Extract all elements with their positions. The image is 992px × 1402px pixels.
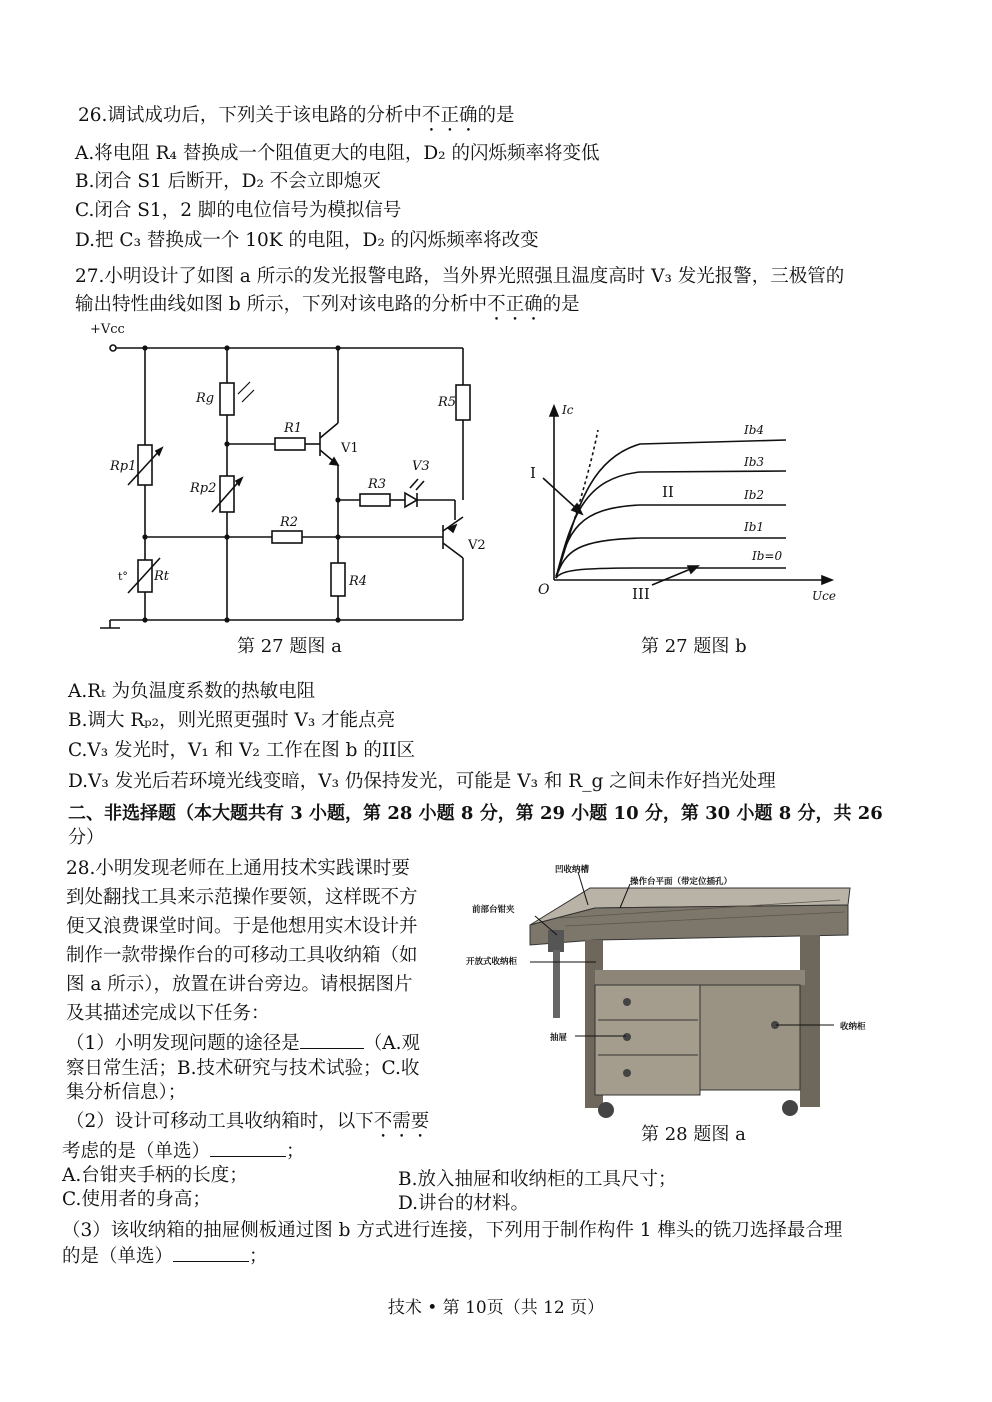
graph-label-region3: III <box>632 585 650 603</box>
q28-part2-answer-blank[interactable] <box>210 1138 286 1157</box>
q28-intro-line5: 图 a 所示），放置在讲台旁边。请根据图片 <box>66 974 413 995</box>
q28-intro-line2: 到处翻找工具来示范操作要领，这样既不方 <box>66 887 418 908</box>
page-footer: 技术 • 第 10页（共 12 页） <box>387 1298 605 1318</box>
q26-option-a: A.将电阻 R₄ 替换成一个阻值更大的电阻，D₂ 的闪烁频率将变低 <box>75 143 600 164</box>
q28-part1-line2: 察日常生活；B.技术研究与技术试验；C.收 <box>66 1058 420 1079</box>
q26-stem <box>78 104 514 136</box>
q28-part3-answer-blank[interactable] <box>173 1243 249 1262</box>
q27-option-a: A.Rₜ 为负温度系数的热敏电阻 <box>68 681 316 702</box>
q27-option-b: B.调大 Rₚ₂，则光照更强时 V₃ 才能点亮 <box>68 710 396 731</box>
q28-intro-line3: 便又浪费课堂时间。于是他想用实木设计并 <box>66 916 418 937</box>
q27-stem-line1: 27.小明设计了如图 a 所示的发光报警电路，当外界光照强且温度高时 V₃ 发光报警，三极管的 <box>75 266 845 287</box>
q28-part1-line3: 集分析信息）； <box>66 1082 187 1103</box>
q27-option-d: D.V₃ 发光后若环境光线变暗，V₃ 仍保持发光，可能是 V₃ 和 R_g 之间未作好挡光处理 <box>68 771 776 792</box>
label-v1: V1 <box>341 441 359 456</box>
label-rp2: Rp2 <box>190 481 217 496</box>
q27-option-c: C.V₃ 发光时，V₁ 和 V₂ 工作在图 b 的II区 <box>68 740 415 761</box>
q28-option-c: C.使用者的身高； <box>62 1189 211 1210</box>
q28-part3-line2 <box>62 1243 268 1269</box>
label-v3: V3 <box>412 459 430 474</box>
q28-option-d: D.讲台的材料。 <box>398 1193 530 1214</box>
workbench-photo <box>466 865 875 1123</box>
q27-stem-part2: 的是 <box>542 294 580 315</box>
graph-label-origin: O <box>538 582 550 598</box>
q28-part1-choice-a: （A.观 <box>363 1033 421 1054</box>
graph-label-region1: I <box>530 464 536 482</box>
photo-label-groove: 凹收纳槽 <box>555 865 590 875</box>
photo-label-drawer: 抽屉 <box>550 1033 568 1043</box>
q28-intro-line4: 制作一款带操作台的可移动工具收纳箱（如 <box>66 945 418 966</box>
q28-part3-prompt: 的是（单选） <box>62 1246 174 1267</box>
section2-heading-line2: 分） <box>68 827 104 848</box>
q28-option-b: B.放入抽屉和收纳柜的工具尺寸； <box>398 1169 677 1190</box>
q26-stem-emphasis: 不正确 <box>421 105 478 126</box>
graph-label-ic: Ic <box>562 403 574 417</box>
circuit-diagram-a <box>90 315 490 635</box>
graph-label-uce: Uce <box>812 589 836 603</box>
label-rt: Rt <box>154 569 170 584</box>
label-r3: R3 <box>368 477 387 492</box>
label-r5: R5 <box>438 395 457 410</box>
label-rp1: Rp1 <box>110 459 137 474</box>
graph-label-ib0: Ib=0 <box>752 549 783 563</box>
graph-label-region2: II <box>662 483 674 501</box>
q28-part2-text: （2）设计可移动工具收纳箱时，以下 <box>66 1111 374 1132</box>
q28-intro-line1: 28.小明发现老师在上通用技术实践课时要 <box>66 858 410 879</box>
q28-part1-text: （1）小明发现问题的途径是 <box>66 1033 300 1054</box>
q28-option-a: A.台钳夹手柄的长度； <box>62 1165 248 1186</box>
photo-label-top: 操作台平面（带定位插孔） <box>630 877 733 887</box>
q26-option-c: C.闭合 S1，2 脚的电位信号为模拟信号 <box>75 200 402 221</box>
q26-stem-part2: 的是 <box>477 105 515 126</box>
graph-label-ib1: Ib1 <box>744 520 765 534</box>
q28-intro-line6: 及其描述完成以下任务： <box>66 1003 270 1024</box>
graph-label-ib4: Ib4 <box>744 423 765 437</box>
q26-option-b: B.闭合 S1 后断开，D₂ 不会立即熄灭 <box>75 171 381 192</box>
q28-part2-prompt: 考虑的是（单选） <box>62 1141 211 1162</box>
label-r4: R4 <box>349 574 368 589</box>
label-v2: V2 <box>468 538 486 553</box>
q27-stem-emphasis: 不正确 <box>487 294 543 315</box>
fig27a-caption: 第 27 题图 a <box>237 636 342 657</box>
q28-part1-answer-blank[interactable] <box>300 1030 364 1049</box>
q26-option-d: D.把 C₃ 替换成一个 10K 的电阻，D₂ 的闪烁频率将改变 <box>75 230 539 251</box>
q28-part3-line1: （3）该收纳箱的抽屉侧板通过图 b 方式进行连接，下列用于制作构件 1 榫头的铣刀选择最合理 <box>62 1220 843 1241</box>
fig28a-caption: 第 28 题图 a <box>641 1124 746 1145</box>
label-r1: R1 <box>284 421 303 436</box>
fig27b-caption: 第 27 题图 b <box>641 636 747 657</box>
graph-label-ib3: Ib3 <box>744 455 765 469</box>
photo-label-cabinet: 收纳柜 <box>840 1022 866 1032</box>
label-t: t° <box>118 570 128 583</box>
label-vcc: +Vcc <box>90 322 125 337</box>
q28-part3-end: ； <box>249 1246 268 1267</box>
q28-part2-end: ； <box>286 1141 305 1162</box>
photo-label-vise: 前部台钳夹 <box>472 905 515 915</box>
transistor-characteristic-graph-b <box>520 398 840 603</box>
q28-part1-line1 <box>66 1030 420 1056</box>
q28-part2-line2 <box>62 1138 305 1164</box>
label-rg: Rg <box>196 391 215 406</box>
graph-label-ib2: Ib2 <box>744 488 765 502</box>
label-r2: R2 <box>280 515 299 530</box>
q27-stem-part1: 输出特性曲线如图 b 所示，下列对该电路的分析中 <box>75 294 488 315</box>
photo-label-open-cabinet: 开放式收纳柜 <box>466 957 518 967</box>
section2-heading-line1: 二、非选择题（本大题共有 3 小题，第 28 小题 8 分，第 29 小题 10 分，第 30 小题 8 分，共 26 <box>68 803 883 824</box>
q28-part2-emphasis: 不需要 <box>373 1111 430 1132</box>
q26-stem-part1: 26.调试成功后，下列关于该电路的分析中 <box>78 105 422 126</box>
